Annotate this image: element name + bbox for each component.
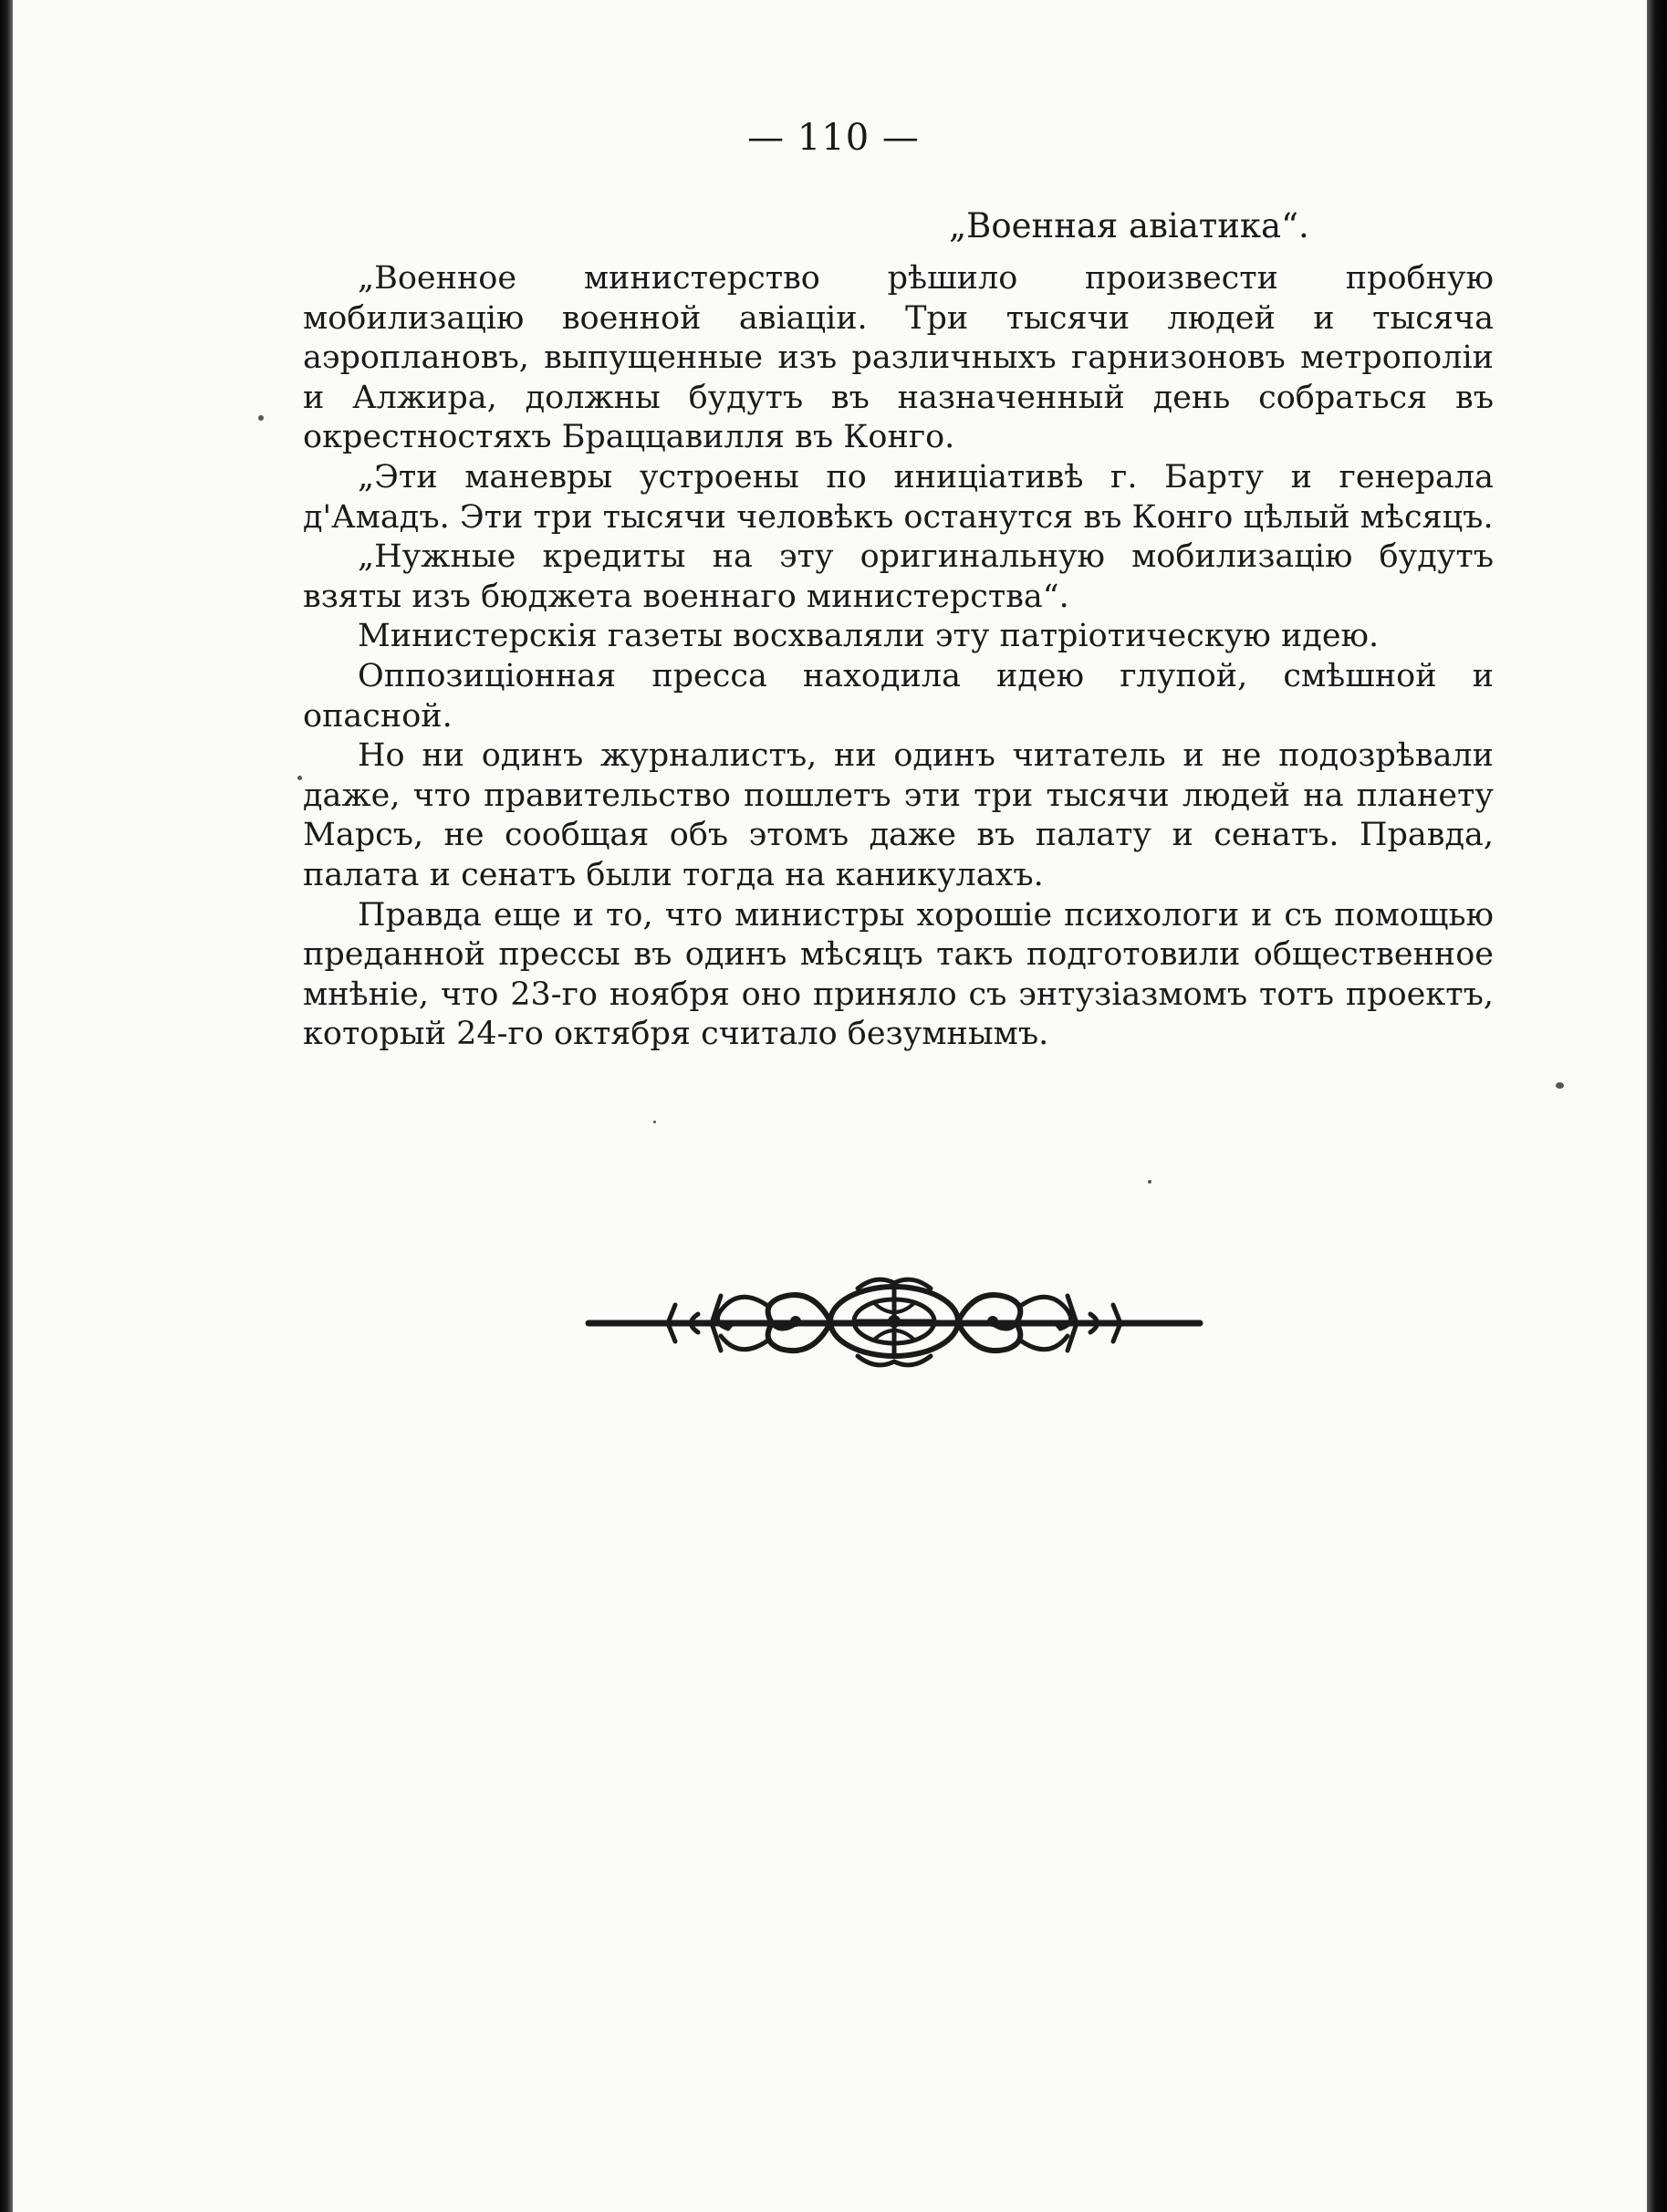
- paragraph: „Эти маневры устроены по иниціативѣ г. Барту и генерала д'Амадъ. Эти три тысячи человѣкъ останутся въ Конго цѣлый мѣсяцъ.: [303, 458, 1494, 536]
- paragraph: „Нужные кредиты на эту оригинальную мобилизацію будутъ взяты изъ бюджета военнаго министерства“.: [303, 538, 1494, 615]
- scan-edge-right: [1647, 0, 1667, 2212]
- scan-speck: [1556, 1082, 1564, 1089]
- decorative-ornament-icon: [584, 1268, 1204, 1378]
- paragraph: Правда еще и то, что министры хорошіе психологи и съ помощью преданной прессы въ одинъ мѣсяцъ такъ подготовили общественное мнѣніе, что 23-го ноября оно приняло съ энтузіазмомъ тотъ проектъ, который 24-го октября считало безумнымъ.: [303, 896, 1494, 1053]
- section-title: „Военная авіатика“.: [949, 206, 1309, 245]
- paragraph: „Военное министерство рѣшило произвести пробную мобилизацію военной авіаціи. Три тысячи людей и тысяча аэроплановъ, выпущенные изъ различныхъ гарнизоновъ метрополіи и Алжира, должны будутъ въ назначенный день собраться въ окрестностяхъ Браццавилля въ Конго.: [303, 260, 1494, 456]
- paragraph: Но ни одинъ журналистъ, ни одинъ читатель и не подозрѣвали даже, что правительство пошлетъ эти три тысячи людей на планету Марсъ, не сообщая объ этомъ даже въ палату и сенатъ. Правда, палата и сенатъ были тогда на каникулахъ.: [303, 737, 1494, 893]
- body-text: [303, 259, 1494, 1055]
- paragraph: Оппозиціонная пресса находила идею глупой, смѣшной и опасной.: [303, 657, 1494, 735]
- scan-speck: [258, 415, 264, 421]
- scan-speck: [1148, 1180, 1151, 1184]
- scan-speck: [297, 776, 302, 780]
- scan-edge-left: [0, 0, 13, 2212]
- scan-speck: [653, 1121, 656, 1123]
- paragraph: Министерскія газеты восхваляли эту патріотическую идею.: [358, 618, 1380, 655]
- page-number: — 110 —: [747, 117, 920, 159]
